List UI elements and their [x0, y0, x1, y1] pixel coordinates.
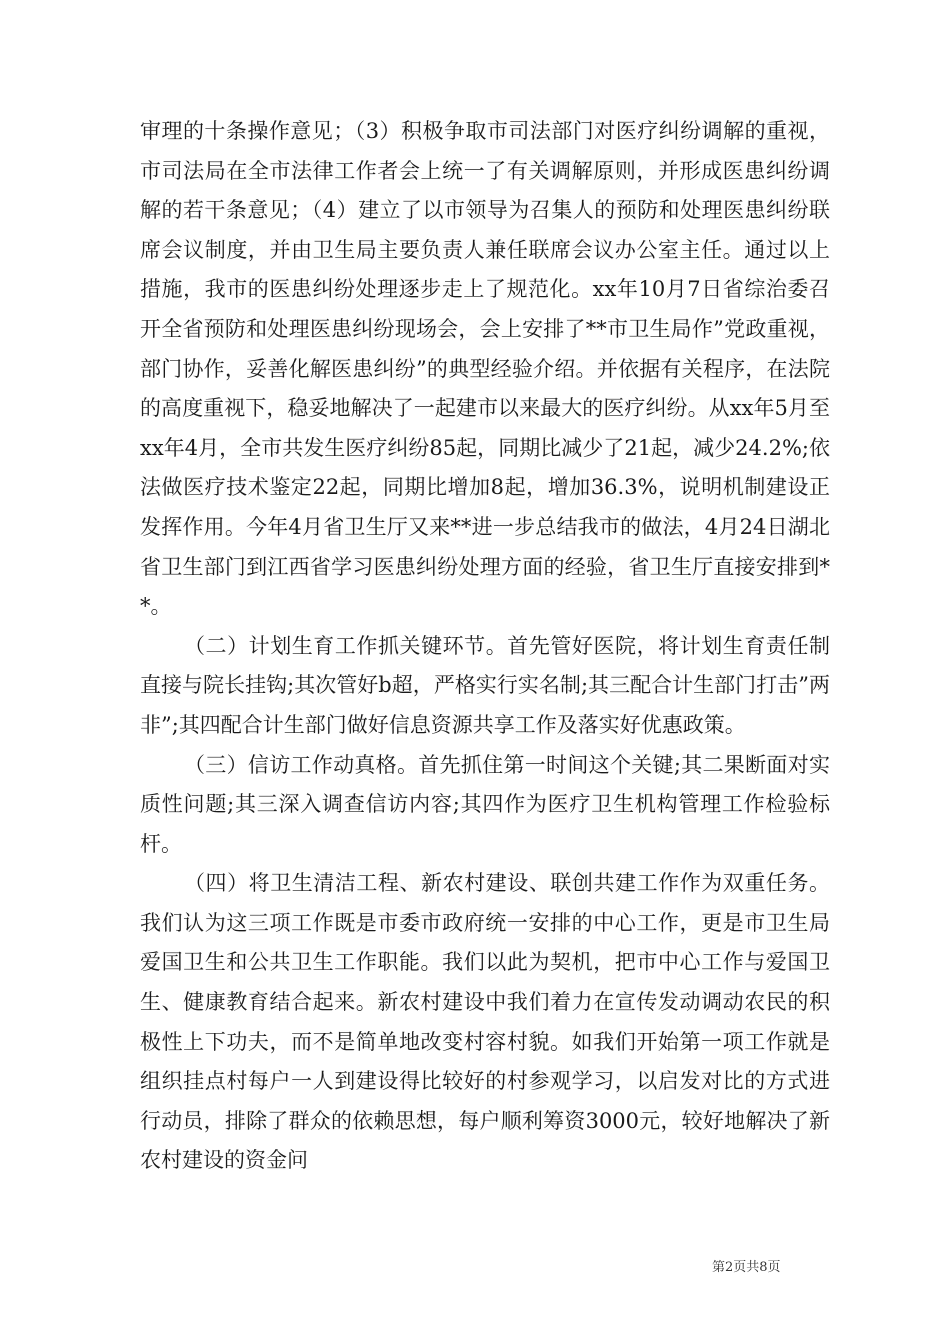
paragraph-continued-measures: 审理的十条操作意见；（3）积极争取市司法部门对医疗纠纷调解的重视，市司法局在全市法律工作者会上统一了有关调解原则，并形成医患纠纷调解的若干条意见；（4）建立了以市领导为召集人的预防和处理医患纠纷联席会议制度，并由卫生局主要负责人兼任联席会议办公室主任。通过以上措施，我市的医患纠纷处理逐步走上了规范化。xx年10月7日省综治委召开全省预防和处理医患纠纷现场会，会上安排了**市卫生局作”党政重视，部门协作，妥善化解医患纠纷”的典型经验介绍。并依据有关程序，在法院的高度重视下，稳妥地解决了一起建市以来最大的医疗纠纷。从xx年5月至xx年4月，全市共发生医疗纠纷85起，同期比减少了21起，减少24.2%;依法做医疗技术鉴定22起，同期比增加8起，增加36.3%，说明机制建设正发挥作用。今年4月省卫生厅又来**进一步总结我市的做法，4月24日湖北省卫生部门到江西省学习医患纠纷处理方面的经验，省卫生厅直接安排到**。 [140, 119, 830, 619]
paragraph-petition-work: （三）信访工作动真格。首先抓住第一时间这个关键;其二果断面对实质性问题;其三深入调查信访内容;其四作为医疗卫生机构管理工作检验标杆。 [140, 752, 830, 856]
page-number-footer: 第2页共8页 [712, 1260, 781, 1275]
document-body [140, 112, 830, 1181]
paragraph-family-planning: （二）计划生育工作抓关键环节。首先管好医院，将计划生育责任制直接与院长挂钩;其次管好b超，严格实行实名制;其三配合计生部门打击”两非”;其四配合计生部门做好信息资源共享工作及落实好优惠政策。 [140, 633, 830, 737]
paragraph-sanitation-rural-construction: （四）将卫生清洁工程、新农村建设、联创共建工作作为双重任务。我们认为这三项工作既是市委市政府统一安排的中心工作，更是市卫生局爱国卫生和公共卫生工作职能。我们以此为契机，把市中心工作与爱国卫生、健康教育结合起来。新农村建设中我们着力在宣传发动调动农民的积极性上下功夫，而不是简单地改变村容村貌。如我们开始第一项工作就是组织挂点村每户一人到建设得比较好的村参观学习，以启发对比的方式进行动员，排除了群众的依赖思想，每户顺利筹资3000元，较好地解决了新农村建设的资金问 [140, 871, 830, 1173]
